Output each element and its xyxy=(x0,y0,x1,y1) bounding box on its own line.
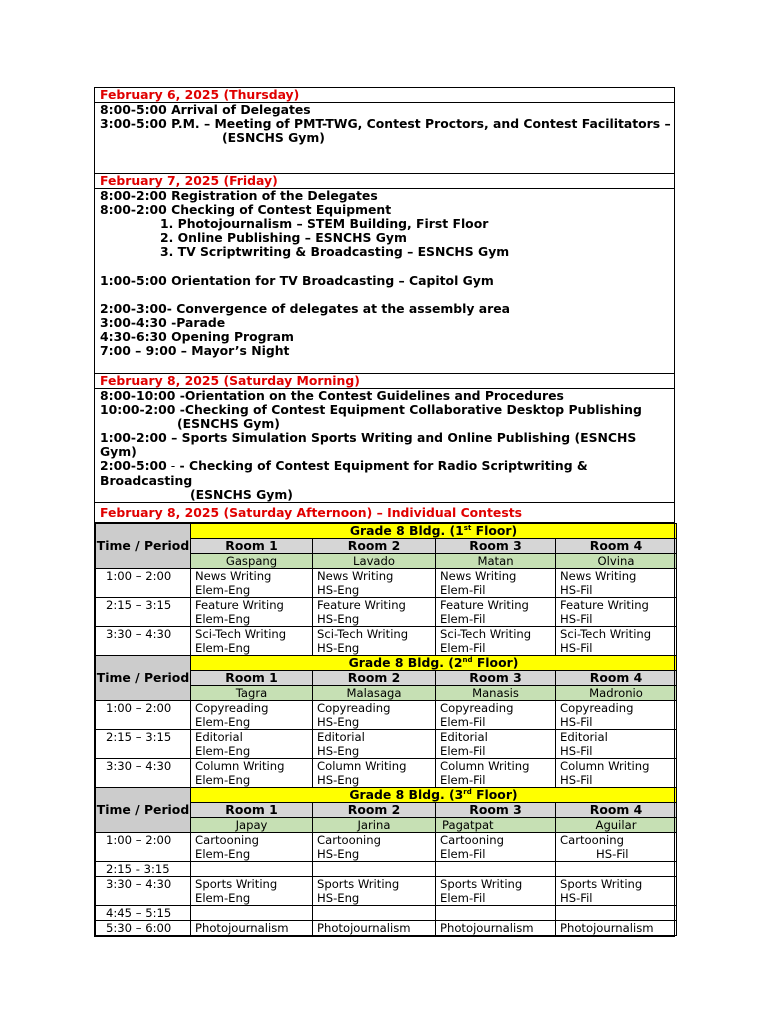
contest-cell xyxy=(313,627,436,656)
contest-division: Elem-Fil xyxy=(440,891,486,905)
feb7-body-row xyxy=(95,189,675,374)
room-host: Matan xyxy=(436,554,556,569)
contest-name: Cartooning xyxy=(195,833,259,847)
time-period-header: Time / Period xyxy=(96,524,191,569)
contest-division: HS-Eng xyxy=(317,612,360,626)
room-host: Japay xyxy=(191,818,313,833)
feb8am-dash: - xyxy=(166,458,176,474)
table-row xyxy=(96,921,677,936)
feb6-body-row xyxy=(95,103,675,174)
contest-cell xyxy=(436,833,556,862)
time-slot: 5:30 – 6:00 xyxy=(96,921,191,936)
contest-division: Elem-Eng xyxy=(195,612,251,626)
contest-cell xyxy=(436,598,556,627)
contest-name: Sci-Tech Writing xyxy=(317,627,409,641)
contest-cell xyxy=(191,569,313,598)
building-floor-header xyxy=(191,788,677,803)
room-host: Madronio xyxy=(556,686,677,701)
contest-cell xyxy=(556,877,677,906)
contest-division: HS-Fil xyxy=(560,773,593,787)
feb7-heading: February 7, 2025 (Friday) xyxy=(95,174,675,189)
feb6-body xyxy=(95,103,675,174)
room-header: Room 1 xyxy=(191,803,313,818)
feb6-line: 3:00-5:00 P.M. – Meeting of PMT-TWG, Contest Proctors, and Contest Facilitators – xyxy=(100,116,671,132)
feb7-line: 4:30-6:30 Opening Program xyxy=(100,328,294,344)
room-header: Room 4 xyxy=(556,539,677,554)
contest-name: Editorial xyxy=(440,730,488,744)
feb8am-line: (ESNCHS Gym) xyxy=(190,486,293,502)
contest-cell xyxy=(436,569,556,598)
contest-cell xyxy=(436,701,556,730)
building-name: Grade 8 Bldg. (2 xyxy=(348,655,463,670)
room-host: Jarina xyxy=(313,818,436,833)
feb8am-text: - Checking of Contest Equipment for Radio Scriptwriting & Broadcasting xyxy=(100,458,588,488)
contest-division: Elem-Eng xyxy=(195,891,251,905)
contest-division: HS-Fil xyxy=(560,641,593,655)
contest-cell xyxy=(191,730,313,759)
time-slot: 1:00 – 2:00 xyxy=(96,569,191,598)
contest-cell xyxy=(313,833,436,862)
feb6-heading-row xyxy=(95,88,675,103)
contest-cell xyxy=(556,598,677,627)
feb8am-line xyxy=(100,459,674,487)
contest-cell xyxy=(556,730,677,759)
contest-cell xyxy=(191,759,313,788)
contest-name: Copyreading xyxy=(560,701,634,715)
contest-cell xyxy=(313,862,436,877)
contest-cell xyxy=(556,862,677,877)
contest-cell xyxy=(191,598,313,627)
contest-division: Elem-Fil xyxy=(440,715,486,729)
contest-cell xyxy=(191,921,313,936)
contest-name: Photojournalism xyxy=(560,921,654,935)
table-row xyxy=(96,569,677,598)
contest-division: Elem-Eng xyxy=(195,847,251,861)
floor-building-row xyxy=(96,788,677,803)
time-period-header: Time / Period xyxy=(96,788,191,833)
contest-name: Sports Writing xyxy=(195,877,278,891)
room-host: Aguilar xyxy=(556,818,677,833)
contest-cell xyxy=(313,759,436,788)
contest-name: Copyreading xyxy=(195,701,269,715)
room-header: Room 4 xyxy=(556,803,677,818)
contest-name: Cartooning xyxy=(317,833,381,847)
table-row xyxy=(96,701,677,730)
room-header: Room 3 xyxy=(436,539,556,554)
contest-cell xyxy=(191,906,313,921)
contest-division: Elem-Eng xyxy=(195,773,251,787)
room-host: Manasis xyxy=(436,686,556,701)
contest-name: News Writing xyxy=(317,569,394,583)
table-row xyxy=(96,627,677,656)
contest-name: Editorial xyxy=(317,730,365,744)
building-name: Grade 8 Bldg. (3 xyxy=(349,787,464,802)
contest-name: Sports Writing xyxy=(317,877,400,891)
floor-ordinal: st xyxy=(463,523,472,532)
contest-cell xyxy=(191,701,313,730)
contest-cell xyxy=(556,701,677,730)
feb7-line: 2. Online Publishing – ESNCHS Gym xyxy=(160,230,407,246)
contest-division: HS-Fil xyxy=(560,612,593,626)
contest-cell xyxy=(556,833,677,862)
feb8am-body xyxy=(95,389,675,503)
schedule-document xyxy=(94,87,675,937)
table-row xyxy=(96,598,677,627)
floor-ordinal: rd xyxy=(463,787,472,796)
feb8pm-heading-row xyxy=(95,503,675,523)
feb8am-line: (ESNCHS Gym) xyxy=(177,416,280,432)
feb7-line: 3:00-4:30 -Parade xyxy=(100,314,226,330)
contest-name: Sci-Tech Writing xyxy=(195,627,287,641)
time-slot: 4:45 – 5:15 xyxy=(96,906,191,921)
contest-division: Elem-Fil xyxy=(440,773,486,787)
contest-division: Elem-Fil xyxy=(440,612,486,626)
contest-cell xyxy=(436,730,556,759)
contest-cell xyxy=(436,906,556,921)
table-row xyxy=(96,759,677,788)
contest-division: HS-Fil xyxy=(560,715,593,729)
contest-cell xyxy=(556,627,677,656)
contest-name: Feature Writing xyxy=(195,598,284,612)
contest-division: Elem-Eng xyxy=(195,583,251,597)
contest-cell xyxy=(313,730,436,759)
table-row xyxy=(96,862,677,877)
time-slot: 1:00 – 2:00 xyxy=(96,833,191,862)
feb6-line: (ESNCHS Gym) xyxy=(222,130,325,146)
feb6-line: 8:00-5:00 Arrival of Delegates xyxy=(100,102,311,117)
contest-cell xyxy=(436,862,556,877)
feb7-line: 8:00-2:00 Checking of Contest Equipment xyxy=(100,202,392,218)
contest-name: Column Writing xyxy=(317,759,407,773)
contest-cell xyxy=(556,759,677,788)
contest-cell xyxy=(191,833,313,862)
room-host: Malasaga xyxy=(313,686,436,701)
time-slot: 3:30 – 4:30 xyxy=(96,877,191,906)
room-header: Room 2 xyxy=(313,803,436,818)
contest-name: News Writing xyxy=(440,569,517,583)
contest-division: HS-Fil xyxy=(560,744,593,758)
contest-cell xyxy=(313,569,436,598)
time-slot: 1:00 – 2:00 xyxy=(96,701,191,730)
feb8am-line: 8:00-10:00 -Orientation on the Contest Guidelines and Procedures xyxy=(100,388,564,403)
feb8pm-grid-cell xyxy=(95,523,675,937)
table-row xyxy=(96,906,677,921)
room-header: Room 2 xyxy=(313,671,436,686)
contest-division: HS-Eng xyxy=(317,715,360,729)
contest-cell xyxy=(313,906,436,921)
contest-cell xyxy=(191,862,313,877)
schedule-table xyxy=(94,87,675,937)
feb7-line: 8:00-2:00 Registration of the Delegates xyxy=(100,188,378,203)
contest-name: Sci-Tech Writing xyxy=(560,627,652,641)
room-host: Pagatpat xyxy=(436,818,556,833)
table-row xyxy=(96,877,677,906)
contest-cell xyxy=(436,877,556,906)
feb8am-time: 2:00-5:00 xyxy=(100,458,167,474)
contest-division: HS-Eng xyxy=(317,891,360,905)
feb7-heading-row xyxy=(95,174,675,189)
contest-division: Elem-Fil xyxy=(440,847,486,861)
feb7-line: 1. Photojournalism – STEM Building, First Floor xyxy=(160,216,489,232)
contest-cell xyxy=(313,598,436,627)
contest-name: Editorial xyxy=(195,730,243,744)
contest-name: Sports Writing xyxy=(440,877,523,891)
contest-name: Sports Writing xyxy=(560,877,643,891)
contest-division: HS-Eng xyxy=(317,583,360,597)
floor-suffix: Floor) xyxy=(472,655,519,670)
room-host: Gaspang xyxy=(191,554,313,569)
feb7-line: 7:00 – 9:00 – Mayor’s Night xyxy=(100,343,290,359)
feb8pm-heading: February 8, 2025 (Saturday Afternoon) – Individual Contests xyxy=(95,503,675,523)
floor-suffix: Floor) xyxy=(471,523,518,538)
contest-cell xyxy=(436,759,556,788)
contest-division: HS-Eng xyxy=(317,847,360,861)
contest-division: HS-Eng xyxy=(317,744,360,758)
contest-division: Elem-Eng xyxy=(195,641,251,655)
room-header: Room 1 xyxy=(191,671,313,686)
contest-name: Copyreading xyxy=(317,701,391,715)
building-floor-header xyxy=(191,656,677,671)
contest-division: HS-Eng xyxy=(317,773,360,787)
time-slot: 3:30 – 4:30 xyxy=(96,759,191,788)
time-slot: 2:15 - 3:15 xyxy=(96,862,191,877)
contest-cell xyxy=(556,569,677,598)
contest-name: Photojournalism xyxy=(195,921,289,935)
feb8am-heading-row xyxy=(95,374,675,389)
floor-building-row xyxy=(96,524,677,539)
contest-division: Elem-Fil xyxy=(440,744,486,758)
contest-division: HS-Eng xyxy=(317,641,360,655)
time-slot: 3:30 – 4:30 xyxy=(96,627,191,656)
contest-name: Column Writing xyxy=(560,759,650,773)
feb6-heading: February 6, 2025 (Thursday) xyxy=(95,88,675,103)
contest-name: Copyreading xyxy=(440,701,514,715)
room-header: Room 3 xyxy=(436,803,556,818)
contest-cell xyxy=(556,906,677,921)
room-host: Lavado xyxy=(313,554,436,569)
contest-division: HS-Fil xyxy=(560,583,593,597)
contest-division: Elem-Eng xyxy=(195,715,251,729)
time-slot: 2:15 – 3:15 xyxy=(96,730,191,759)
room-header: Room 3 xyxy=(436,671,556,686)
contest-cell xyxy=(313,877,436,906)
contest-cell xyxy=(313,921,436,936)
contest-division: Elem-Fil xyxy=(440,583,486,597)
feb7-line: 3. TV Scriptwriting & Broadcasting – ESNCHS Gym xyxy=(160,244,510,260)
contest-name: Column Writing xyxy=(440,759,530,773)
contest-name: Editorial xyxy=(560,730,608,744)
floor-suffix: Floor) xyxy=(471,787,518,802)
contest-cell xyxy=(191,627,313,656)
building-floor-header xyxy=(191,524,677,539)
feb7-body xyxy=(95,189,675,374)
floor-building-row xyxy=(96,656,677,671)
contest-cell xyxy=(191,877,313,906)
time-slot: 2:15 – 3:15 xyxy=(96,598,191,627)
feb8am-heading: February 8, 2025 (Saturday Morning) xyxy=(95,374,675,389)
spacer xyxy=(100,288,674,302)
feb7-line: 2:00-3:00- Convergence of delegates at the assembly area xyxy=(100,300,511,316)
room-host: Tagra xyxy=(191,686,313,701)
contest-division: HS-Fil xyxy=(596,847,629,861)
contest-cell xyxy=(556,921,677,936)
contest-name: Photojournalism xyxy=(317,921,411,935)
contest-name: News Writing xyxy=(560,569,637,583)
contest-cell xyxy=(436,627,556,656)
room-header: Room 4 xyxy=(556,671,677,686)
feb7-line: 1:00-5:00 Orientation for TV Broadcasting – Capitol Gym xyxy=(100,272,494,288)
contest-name: Cartooning xyxy=(560,833,624,847)
room-header: Room 1 xyxy=(191,539,313,554)
floor-ordinal: nd xyxy=(462,655,473,664)
contest-grid xyxy=(95,523,677,936)
contest-name: Cartooning xyxy=(440,833,504,847)
room-host: Olvina xyxy=(556,554,677,569)
contest-name: Column Writing xyxy=(195,759,285,773)
table-row xyxy=(96,833,677,862)
contest-name: News Writing xyxy=(195,569,272,583)
feb8am-body-row xyxy=(95,389,675,503)
spacer xyxy=(100,259,674,273)
feb8am-line: 1:00-2:00 – Sports Simulation Sports Writing and Online Publishing (ESNCHS Gym) xyxy=(100,430,637,460)
table-row xyxy=(96,730,677,759)
contest-name: Photojournalism xyxy=(440,921,534,935)
feb8am-line: 10:00-2:00 -Checking of Contest Equipment Collaborative Desktop Publishing xyxy=(100,402,642,418)
room-header: Room 2 xyxy=(313,539,436,554)
contest-division: HS-Fil xyxy=(560,891,593,905)
feb8pm-grid-row xyxy=(95,523,675,937)
building-name: Grade 8 Bldg. (1 xyxy=(349,523,464,538)
contest-name: Sci-Tech Writing xyxy=(440,627,532,641)
contest-name: Feature Writing xyxy=(440,598,529,612)
contest-division: Elem-Fil xyxy=(440,641,486,655)
contest-cell xyxy=(313,701,436,730)
time-period-header: Time / Period xyxy=(96,656,191,701)
contest-name: Feature Writing xyxy=(317,598,406,612)
contest-cell xyxy=(436,921,556,936)
contest-division: Elem-Eng xyxy=(195,744,251,758)
contest-name: Feature Writing xyxy=(560,598,649,612)
